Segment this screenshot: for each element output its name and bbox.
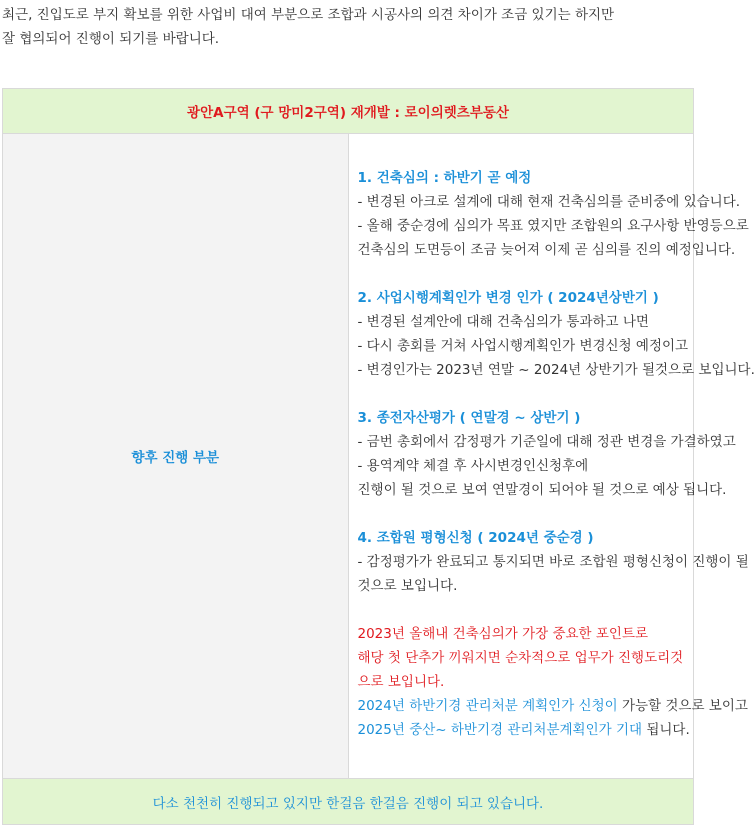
- table-header: 광안A구역 (구 망미2구역) 재개발 : 로이의렛츠부동산: [3, 89, 694, 134]
- closing-red-line: 2023년 올해내 건축심의가 가장 중요한 포인트로: [357, 626, 649, 642]
- section-line: - 용역계약 체결 후 사시변경인신청후에: [357, 458, 589, 474]
- section-title: 4. 조합원 평형신청 ( 2024년 중순경 ): [357, 530, 594, 546]
- row-label: 향후 진행 부분: [3, 134, 349, 779]
- section-architecture-review: [357, 166, 749, 262]
- intro-paragraph: [0, 0, 696, 51]
- closing-blue-text: 2025년 중산~ 하반기경 관리처분계획인가 기대: [357, 722, 643, 738]
- section-line: 진행이 될 것으로 보여 연말경이 되어야 될 것으로 예상 됩니다.: [357, 482, 727, 498]
- section-title: 2. 사업시행계획인가 변경 인가 ( 2024년상반기 ): [357, 290, 659, 306]
- section-title: 3. 종전자산평가 ( 연말경 ~ 상반기 ): [357, 410, 581, 426]
- section-line: - 변경된 설계안에 대해 건축심의가 통과하고 나면: [357, 314, 649, 330]
- section-line: - 변경인가는 2023년 연말 ~ 2024년 상반기가 될것으로 보입니다.: [357, 362, 755, 378]
- section-asset-appraisal: [357, 406, 736, 502]
- section-line: - 다시 총회를 거쳐 사업시행계획인가 변경신청 예정이고: [357, 338, 689, 354]
- section-unit-application: [357, 526, 749, 598]
- closing-notes: [357, 622, 748, 742]
- intro-line-2: 잘 협의되어 진행이 되기를 바랍니다.: [2, 31, 220, 47]
- info-table: [2, 88, 755, 825]
- section-title: 1. 건축심의 : 하반기 곧 예정: [357, 170, 532, 186]
- section-line: 것으로 보입니다.: [357, 578, 458, 594]
- section-line: - 감정평가가 완료되고 통지되면 바로 조합원 평형신청이 진행이 될: [357, 554, 749, 570]
- intro-line-1: 최근, 진입도로 부지 확보를 위한 사업비 대여 부분으로 조합과 시공사의 의견 차이가 조금 있기는 하지만: [2, 7, 615, 23]
- closing-mixed-line: [357, 718, 690, 742]
- progress-content: [348, 134, 755, 779]
- table-footer: 다소 천천히 진행되고 있지만 한걸음 한걸음 진행이 되고 있습니다.: [3, 779, 694, 825]
- section-line: - 금번 총회에서 감정평가 기준일에 대해 정관 변경을 가결하였고: [357, 434, 736, 450]
- section-project-approval: [357, 286, 755, 382]
- closing-blue-text: 2024년 하반기경 관리처분 계획인가 신청이: [357, 698, 618, 714]
- section-line: - 올해 중순경에 심의가 목표 였지만 조합원의 요구사항 반영등으로: [357, 218, 749, 234]
- section-line: - 변경된 아크로 설계에 대해 현재 건축심의를 준비중에 있습니다.: [357, 194, 741, 210]
- closing-mixed-line: [357, 694, 748, 718]
- closing-plain-text: 됩니다.: [642, 722, 690, 738]
- section-line: 건축심의 도면등이 조금 늦어져 이제 곧 심의를 진의 예정입니다.: [357, 242, 736, 258]
- closing-red-line: 해당 첫 단추가 끼워지면 순차적으로 업무가 진행도리것으로 보입니다.: [357, 650, 684, 690]
- closing-plain-text: 가능할 것으로 보이고: [617, 698, 748, 714]
